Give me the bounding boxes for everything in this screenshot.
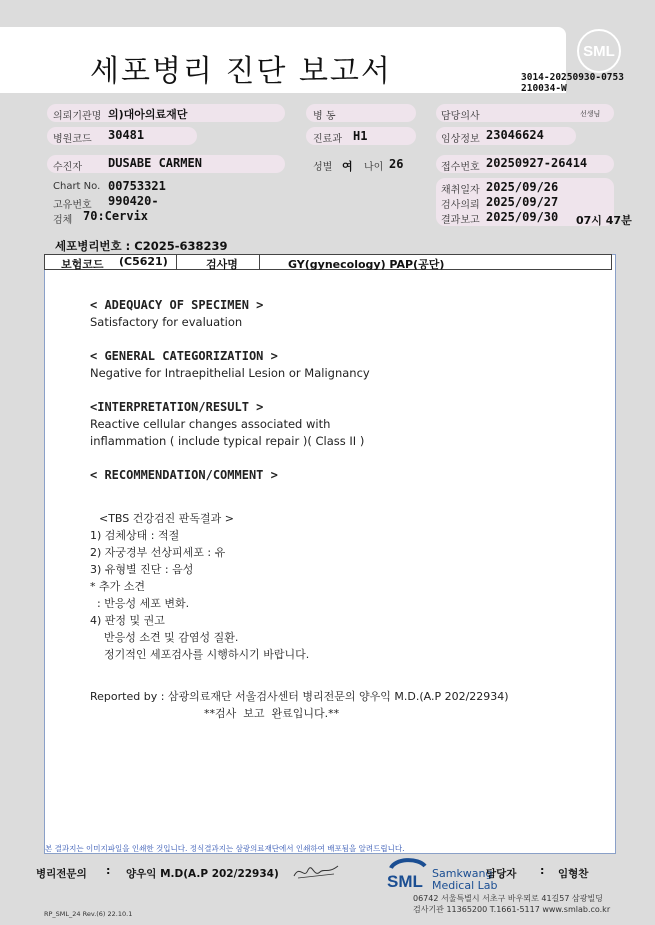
clinical-info-label: 임상정보	[441, 134, 480, 145]
tbs-line: 4) 판정 및 권고	[90, 614, 165, 627]
header-divider-1	[176, 255, 177, 269]
request-label: 검사의뢰	[441, 200, 480, 211]
result-value: 2025/09/30	[486, 210, 559, 224]
clinical-info-value: 23046624	[486, 128, 544, 142]
collect-value: 2025/09/26	[486, 180, 559, 194]
test-name-value: GY(gynecology) PAP(공단)	[288, 258, 445, 271]
category-text: Negative for Intraepithelial Lesion or Malignancy	[90, 366, 370, 380]
receipt-value: 20250927-26414	[486, 156, 588, 170]
tbs-heading: <TBS 건강검진 판독결과 >	[99, 512, 234, 525]
department-value: H1	[353, 129, 368, 143]
test-header-row	[44, 254, 612, 270]
sex-label: 성별	[313, 162, 333, 173]
manager-label: 담당자	[486, 868, 517, 880]
institution-label: 의뢰기관명	[53, 111, 102, 122]
tbs-line: * 추가 소견	[90, 580, 145, 593]
image-print-notice: 본 결과지는 이미지파일을 인쇄한 것입니다. 정식결과지는 삼광의료재단에서 인쇄하여 배포됨을 알려드립니다.	[45, 844, 405, 853]
unique-label: 고유번호	[53, 200, 92, 211]
tbs-line: 1) 검체상태 : 적절	[90, 529, 180, 542]
cyto-number: 세포병리번호 : C2025-638239	[55, 239, 228, 253]
sml-logo: SML	[577, 29, 621, 73]
age-value: 26	[389, 157, 404, 171]
interpretation-heading: <INTERPRETATION/RESULT >	[90, 400, 264, 414]
report-body	[90, 297, 600, 484]
lab-name-line1: Samkwang	[432, 867, 493, 880]
receipt-label: 접수번호	[441, 162, 480, 173]
tbs-line: 3) 유형별 진단 : 음성	[90, 563, 194, 576]
specimen-label: 검체	[53, 215, 73, 226]
document-number	[521, 72, 624, 94]
age-label: 나이	[364, 162, 384, 173]
manager-value: 임형찬	[558, 868, 589, 880]
result-time: 07시 47분	[576, 214, 632, 227]
pathologist-value: 양우익 M.D(A.P 202/22934)	[126, 868, 279, 880]
ward-label: 병 동	[313, 111, 336, 122]
tbs-line: : 반응성 세포 변화.	[90, 597, 190, 610]
insurance-label: 보험코드	[61, 258, 104, 271]
interpretation-line1: Reactive cellular changes associated with	[90, 417, 331, 431]
manager-colon: :	[540, 864, 545, 877]
result-label: 결과보고	[441, 215, 480, 226]
department-label: 진료과	[313, 134, 342, 145]
chart-value: 00753321	[108, 179, 166, 193]
tbs-block	[90, 510, 600, 663]
chart-label: Chart No.	[53, 181, 101, 192]
doctor-label: 담당의사	[441, 111, 480, 122]
document-number-line1: 3014-20250930-0753	[521, 72, 624, 83]
report-complete: **검사 보고 완료입니다.**	[204, 707, 340, 720]
header-divider-2	[259, 255, 260, 269]
lab-name-line2: Medical Lab	[432, 879, 498, 892]
address-line1: 06742 서울특별시 서초구 바우뫼로 41길57 삼광빌딩	[413, 894, 603, 903]
hospital-code-value: 30481	[108, 128, 145, 142]
institution-value: 의)대아의료재단	[108, 108, 188, 121]
unique-value: 990420-	[108, 194, 159, 208]
doctor-value: 선생님	[580, 110, 601, 118]
pathologist-colon: :	[106, 864, 111, 877]
tbs-line: 2) 자궁경부 선상피세포 : 유	[90, 546, 226, 559]
adequacy-text: Satisfactory for evaluation	[90, 315, 243, 329]
test-name-label: 검사명	[206, 258, 238, 271]
interpretation-line2: inflammation ( include typical repair )( Class II )	[90, 434, 365, 448]
insurance-value: (C5621)	[119, 255, 168, 268]
category-heading: < GENERAL CATEGORIZATION >	[90, 349, 278, 363]
collect-label: 채취일자	[441, 185, 480, 196]
lab-address	[413, 893, 610, 915]
form-code: RP_SML_24 Rev.(6) 22.10.1	[44, 910, 133, 918]
patient-value: DUSABE CARMEN	[108, 156, 202, 170]
recommendation-heading: < RECOMMENDATION/COMMENT >	[90, 468, 278, 482]
document-number-line2: 210034-W	[521, 83, 567, 94]
lab-logo-text: SML	[387, 872, 423, 891]
adequacy-heading: < ADEQUACY OF SPECIMEN >	[90, 298, 264, 312]
hospital-code-label: 병원코드	[53, 134, 92, 145]
tbs-line: 정기적인 세포검사를 시행하시기 바랍니다.	[90, 648, 310, 661]
address-line2: 검사기관 11365200 T.1661-5117 www.smlab.co.kr	[413, 905, 611, 914]
pathologist-label: 병리전문의	[36, 868, 87, 880]
tbs-line: 반응성 소견 및 감염성 질환.	[90, 631, 239, 644]
signature-image	[290, 860, 342, 882]
reported-by: Reported by : 삼광의료재단 서울검사센터 병리전문의 양우익 M.D.(A.P 202/22934)	[90, 690, 509, 703]
patient-label: 수진자	[53, 162, 82, 173]
sex-value: 여	[342, 160, 353, 173]
request-value: 2025/09/27	[486, 195, 559, 209]
specimen-value: 70:Cervix	[83, 209, 149, 223]
report-title: 세포병리 진단 보고서	[90, 54, 392, 89]
